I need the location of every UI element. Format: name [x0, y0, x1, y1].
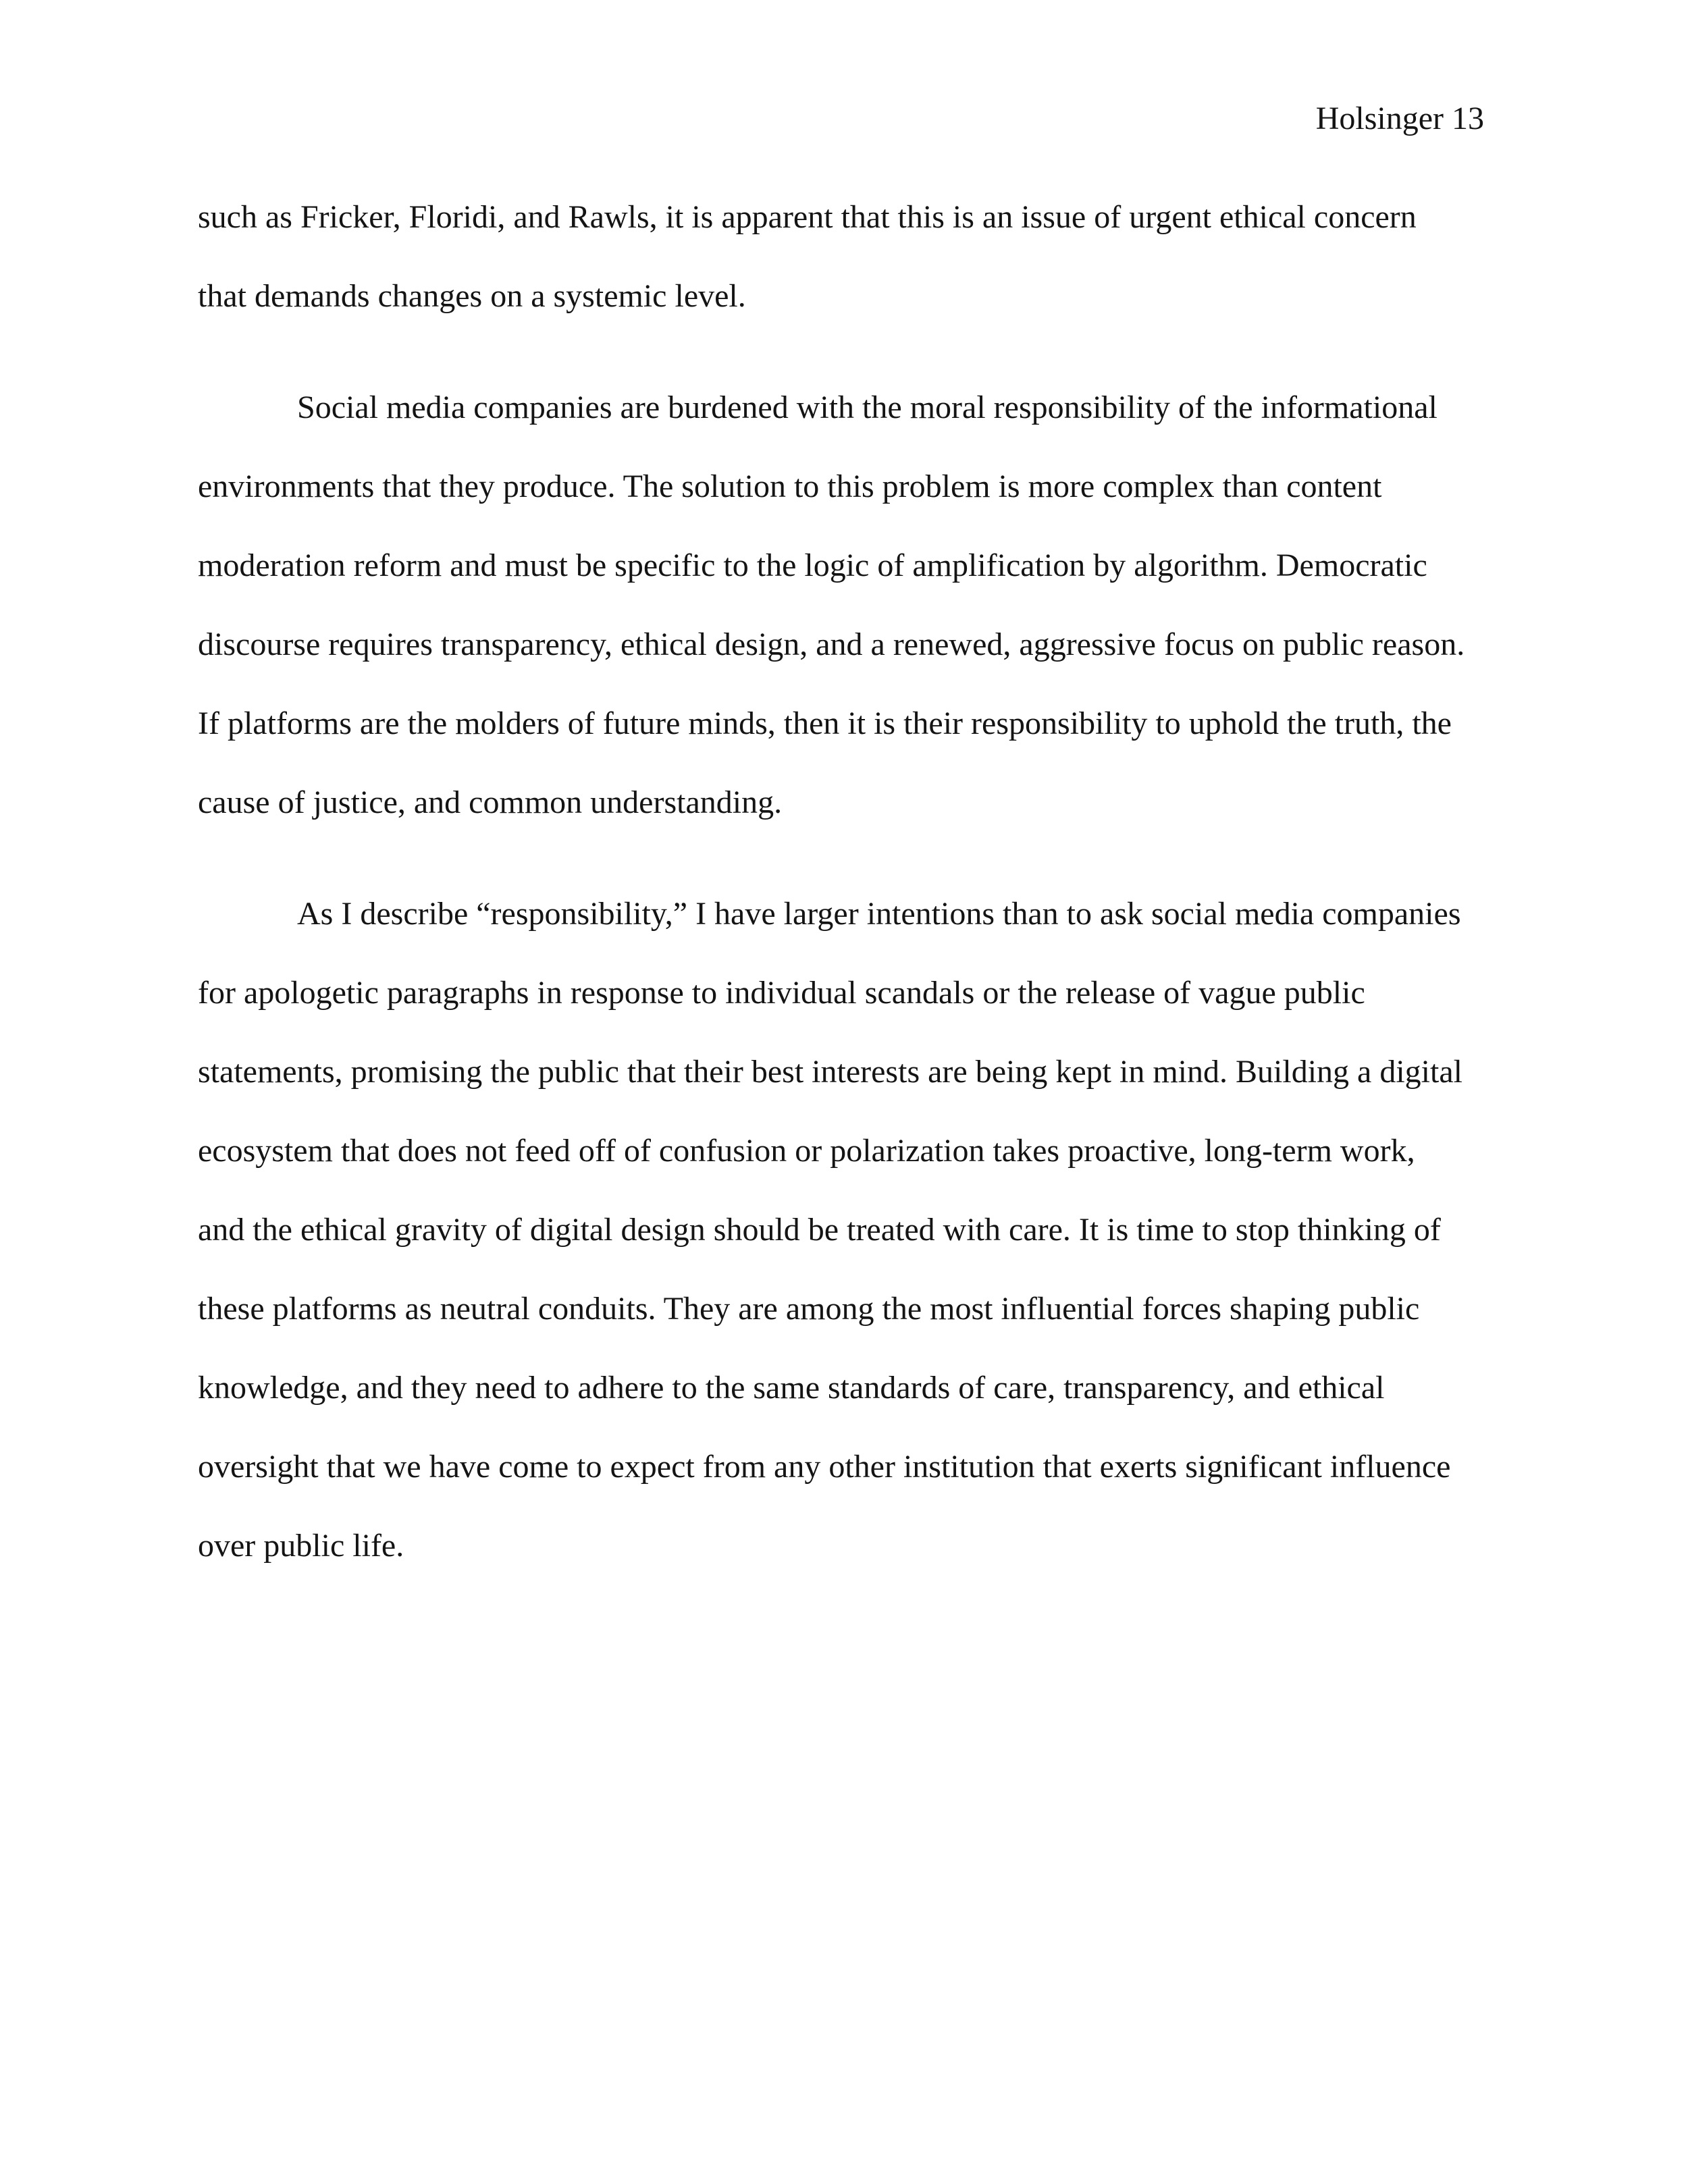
- paragraph-2-line-2: environments that they produce. The solution to this problem is more complex than content: [198, 469, 1382, 504]
- paragraph-3-line-1: As I describe “responsibility,” I have larger intentions than to ask social media companies: [297, 896, 1461, 932]
- paragraph-1-line-2: that demands changes on a systemic level.: [198, 278, 746, 314]
- paragraph-3-line-6: these platforms as neutral conduits. They are among the most influential forces shaping public: [198, 1291, 1420, 1327]
- paragraph-2-line-3: moderation reform and must be specific to the logic of amplification by algorithm. Democratic: [198, 548, 1427, 583]
- paragraph-2-line-4: discourse requires transparency, ethical design, and a renewed, aggressive focus on public reason.: [198, 627, 1465, 662]
- paragraph-3-line-8: oversight that we have come to expect from any other institution that exerts significant influence: [198, 1449, 1451, 1485]
- paragraph-3-line-7: knowledge, and they need to adhere to the same standards of care, transparency, and ethical: [198, 1370, 1385, 1406]
- paragraph-3-line-5: and the ethical gravity of digital design should be treated with care. It is time to stop thinking of: [198, 1212, 1441, 1248]
- paragraph-3-line-9: over public life.: [198, 1528, 404, 1564]
- paragraph-2-line-6: cause of justice, and common understanding.: [198, 784, 783, 820]
- running-head: Holsinger 13: [1315, 101, 1484, 136]
- paragraph-2-line-1: Social media companies are burdened with the moral responsibility of the informational: [297, 390, 1438, 425]
- paragraph-3-line-3: statements, promising the public that their best interests are being kept in mind. Building a digital: [198, 1054, 1462, 1090]
- paragraph-1-line-1: such as Fricker, Floridi, and Rawls, it is apparent that this is an issue of urgent ethical concern: [198, 199, 1417, 235]
- paragraph-3-line-2: for apologetic paragraphs in response to individual scandals or the release of vague public: [198, 975, 1365, 1011]
- paragraph-2-line-5: If platforms are the molders of future minds, then it is their responsibility to uphold the truth, the: [198, 705, 1452, 741]
- paragraph-3-line-4: ecosystem that does not feed off of confusion or polarization takes proactive, long-term work,: [198, 1133, 1415, 1169]
